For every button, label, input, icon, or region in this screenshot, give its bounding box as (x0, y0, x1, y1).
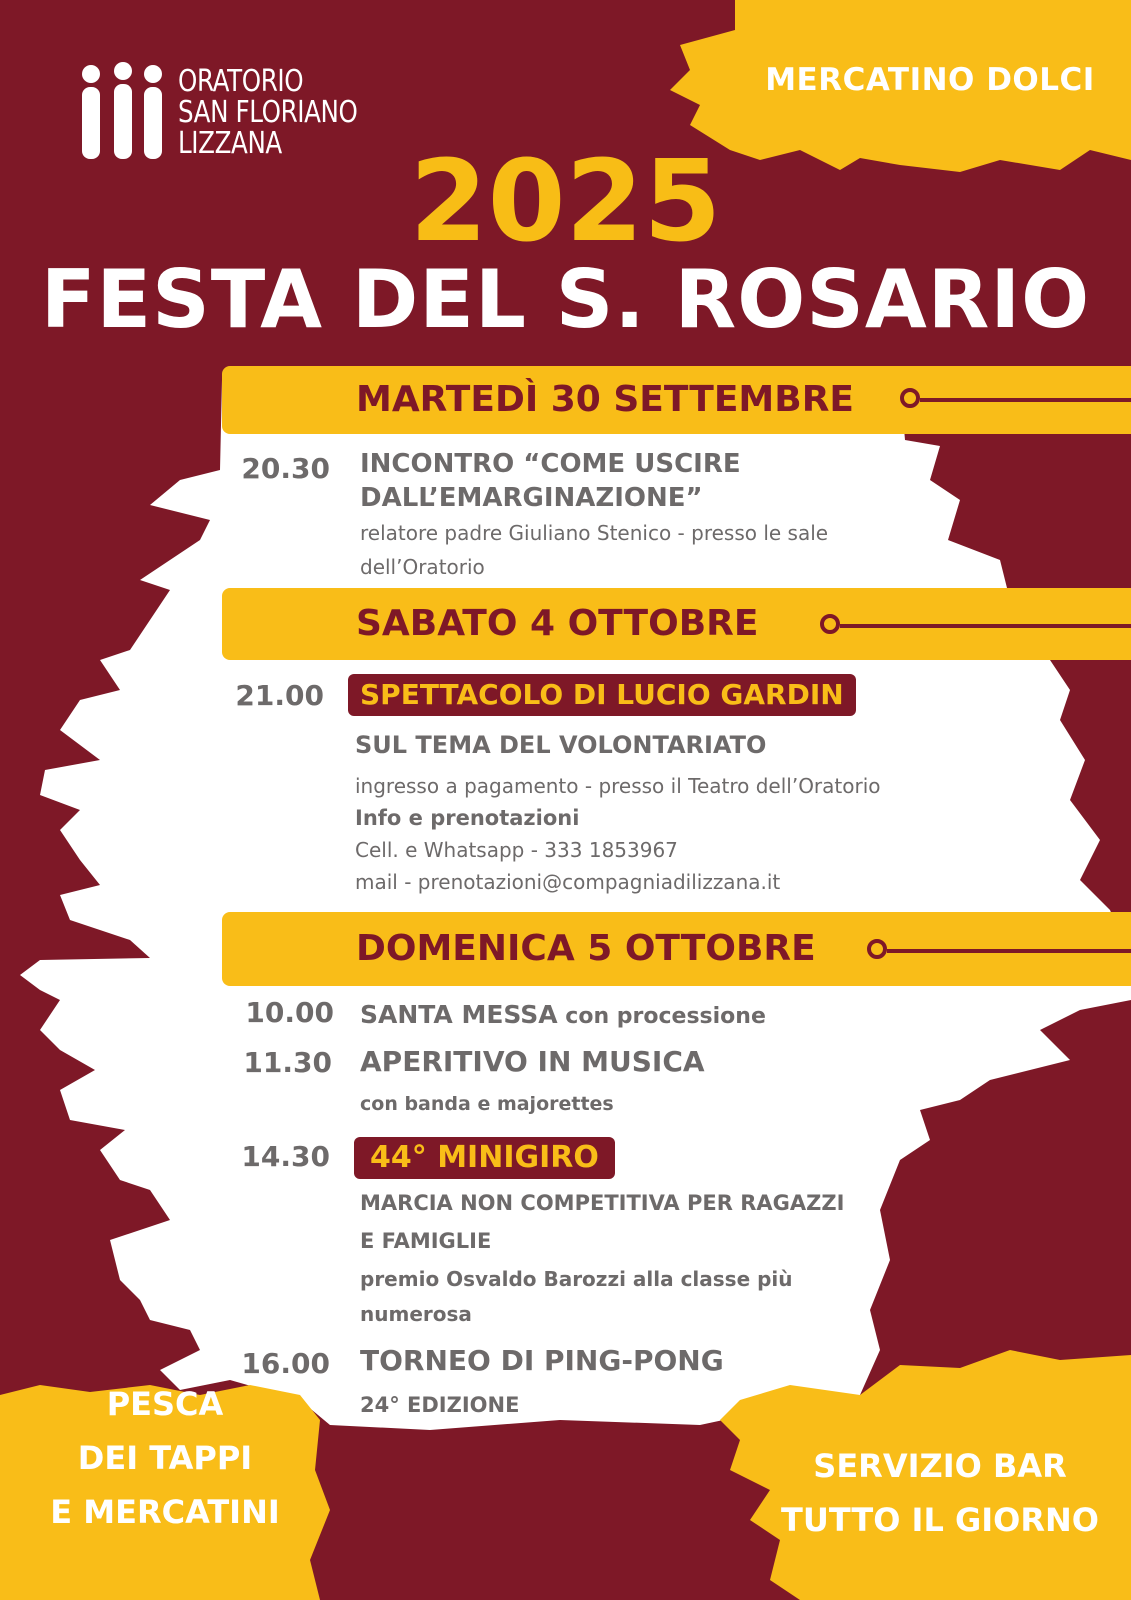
banner-line (887, 949, 1131, 953)
mercatino-dolci-label: MERCATINO DOLCI (765, 62, 1095, 98)
event-note: ingresso a pagamento - presso il Teatro dell’Oratorio (355, 774, 881, 798)
corner-line: PESCA (106, 1385, 224, 1423)
logo-line-1: ORATORIO (178, 64, 304, 99)
event-note: con banda e majorettes (360, 1093, 614, 1115)
corner-line: E MERCATINI (50, 1493, 280, 1531)
banner-dot-icon (820, 614, 840, 634)
pesca-dei-tappi-label (20, 1377, 310, 1539)
event-year: 2025 (409, 137, 722, 267)
logo-line-2: SAN FLORIANO (178, 95, 358, 130)
banner-line (840, 624, 1131, 628)
event-title: FESTA DEL S. ROSARIO (40, 253, 1091, 346)
event-subtitle: MARCIA NON COMPETITIVA PER RAGAZZI (360, 1191, 845, 1215)
corner-line: DEI TAPPI (77, 1439, 253, 1477)
event-highlight: 44° MINIGIRO (354, 1137, 615, 1179)
corner-line: SERVIZIO BAR (813, 1447, 1067, 1485)
banner-dot-icon (900, 388, 920, 408)
event-title-main: SANTA MESSA (360, 1000, 558, 1029)
corner-line: TUTTO IL GIORNO (781, 1501, 1099, 1539)
info-mail: mail - prenotazioni@compagniadilizzana.it (355, 870, 781, 894)
event-title (360, 998, 766, 1034)
day-label: SABATO 4 OTTOBRE (356, 603, 759, 644)
info-phone: Cell. e Whatsapp - 333 1853967 (355, 838, 678, 862)
banner-line (920, 398, 1131, 402)
day-label: MARTEDÌ 30 SETTEMBRE (356, 379, 855, 420)
event-time: 21.00 (235, 679, 324, 712)
event-note: 24° EDIZIONE (360, 1393, 520, 1417)
event-subtitle: E FAMIGLIE (360, 1229, 492, 1253)
event-title: APERITIVO IN MUSICA (360, 1045, 705, 1078)
event-time: 20.30 (241, 452, 330, 485)
servizio-bar-label (770, 1439, 1110, 1547)
event-title-line: DALL’EMARGINAZIONE” (360, 483, 703, 513)
event-title-suffix: con processione (557, 1004, 766, 1029)
event-time: 16.00 (241, 1347, 330, 1380)
day-label: DOMENICA 5 OTTOBRE (356, 928, 816, 969)
event-highlight: SPETTACOLO DI LUCIO GARDIN (348, 674, 856, 716)
event-title: TORNEO DI PING-PONG (360, 1344, 724, 1377)
event-subtitle: SUL TEMA DEL VOLONTARIATO (355, 731, 767, 759)
day-banner-domenica (222, 912, 1131, 986)
event-time: 11.30 (243, 1046, 332, 1079)
event-note: numerosa (360, 1302, 472, 1326)
event-time: 10.00 (245, 996, 334, 1029)
event-note: dell’Oratorio (360, 555, 485, 579)
event-note: premio Osvaldo Barozzi alla classe più (360, 1267, 793, 1291)
event-time: 14.30 (241, 1140, 330, 1173)
logo-line-3: LIZZANA (178, 126, 282, 161)
banner-dot-icon (867, 939, 887, 959)
event-title-line: INCONTRO “COME USCIRE (360, 449, 741, 479)
event-note: relatore padre Giuliano Stenico - presso le sale (360, 521, 829, 545)
day-banner-sabato (222, 588, 1131, 660)
day-banner-martedi (222, 366, 1131, 434)
info-label: Info e prenotazioni (355, 806, 580, 830)
